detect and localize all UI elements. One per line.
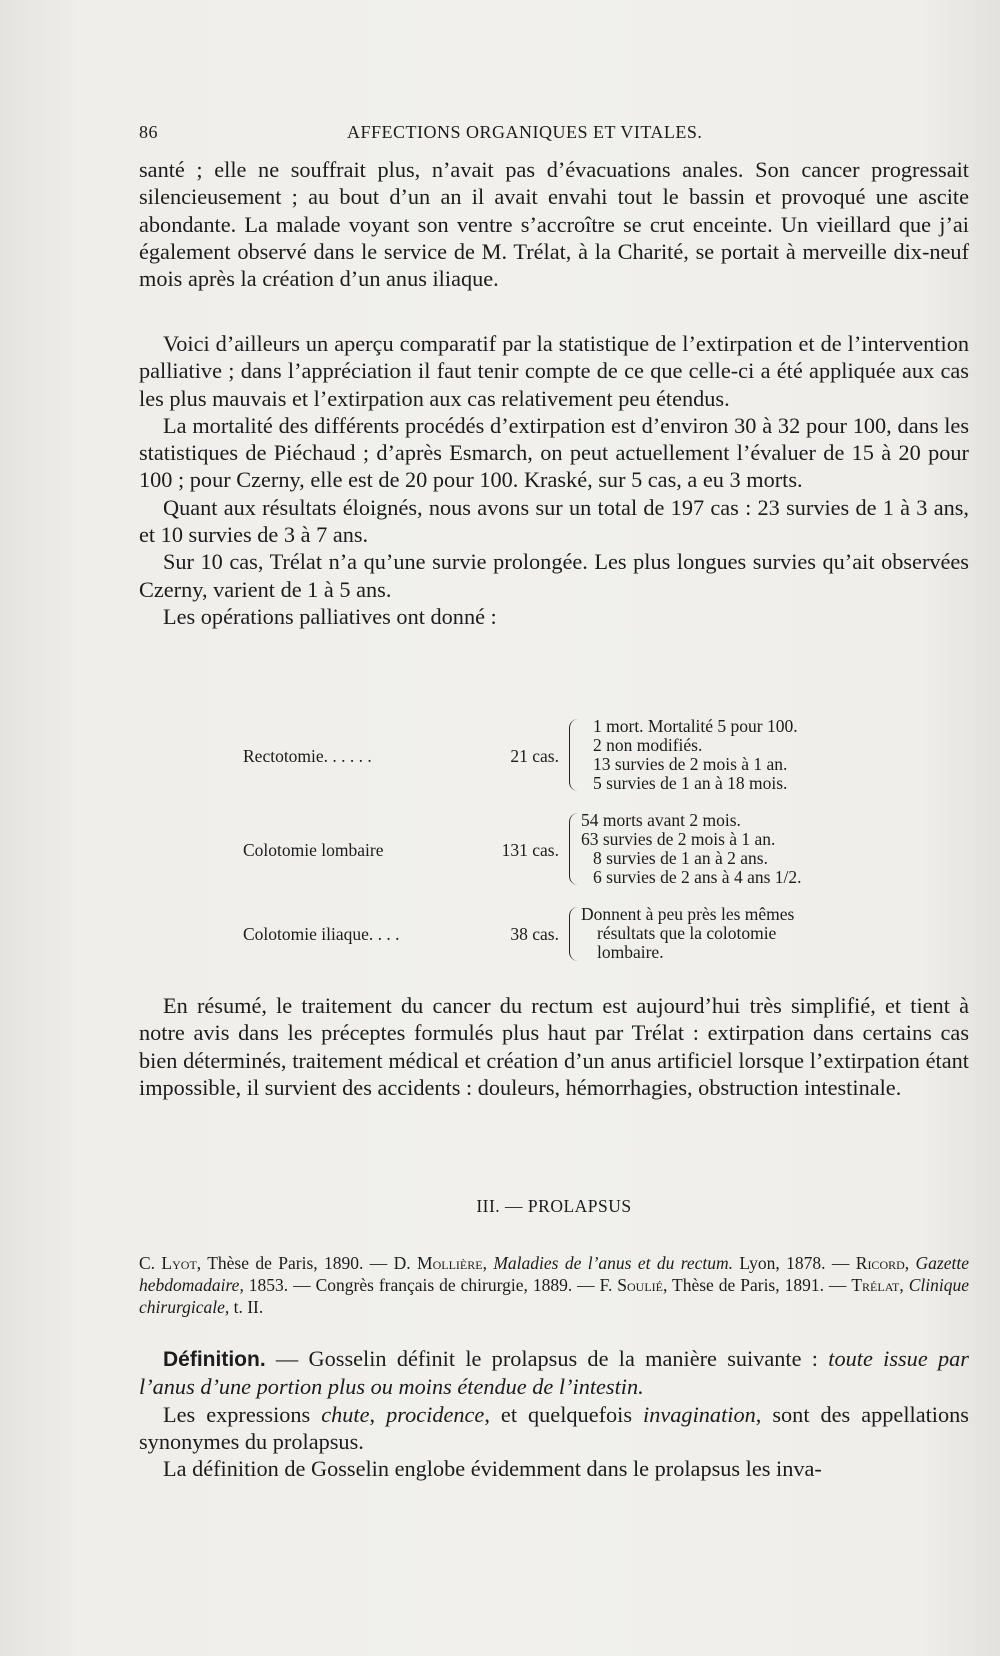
paragraph: La mortalité des différents procédés d’extirpation est d’environ 30 à 32 pour 100, dans les statistiques de Piéchaud ; d’après Esmarch, on peut actuellement l’évaluer de 15 à 20 pour 100 ; pour Czerny, elle est de 20 pour 100. Kraské, sur 5 cas, a eu 3 morts. — [139, 412, 969, 493]
bib-text: Lyon, 1878. — — [733, 1253, 856, 1273]
outcome-line: 13 survies de 2 mois à 1 an. — [593, 754, 788, 774]
section-title: III. — PROLAPSUS — [476, 1196, 632, 1216]
author: C. Lyot — [139, 1253, 197, 1273]
bib-text: , — [482, 1253, 494, 1273]
brace — [569, 719, 579, 791]
bib-text: , Thèse de Paris, 1890. — D. — [196, 1253, 418, 1273]
paragraph: En résumé, le traitement du cancer du rectum est aujourd’hui très simplifié, et tient à notre avis dans les préceptes formulés plus haut par Trélat : extirpation dans certains cas bien déterminés, traitement médical et création d’un anus artificiel lorsque l’extirpation étant impossible, il survient des accidents : douleurs, hémorrhagies, obstruction intestinale. — [139, 993, 969, 1100]
work-title: Gazette hebdomadaire, — [139, 1253, 969, 1295]
outcome-line: 1 mort. Mortalité 5 pour 100. — [593, 716, 798, 736]
outcome-line: 6 survies de 2 ans à 4 ans 1/2. — [593, 867, 802, 887]
paragraph: Voici d’ailleurs un aperçu comparatif par la statistique de l’extirpation et de l’intervention palliative ; dans l’appréciation il faut tenir compte de ce que celle-ci a été appliquée aux cas les plus mauvais et l’extirpation aux cas relativement peu étendus. — [139, 331, 969, 411]
author: Ricord — [855, 1253, 905, 1273]
outcome-line: Donnent à peu près les mêmes — [581, 904, 795, 924]
bib-text: t. II. — [229, 1297, 264, 1317]
outcome-line: 54 morts avant 2 mois. — [581, 810, 741, 830]
outcome-line: 8 survies de 1 an à 2 ans. — [593, 848, 768, 868]
bib-text: , — [904, 1253, 916, 1273]
case-count: 38 cas. — [510, 924, 559, 944]
text-block-summary — [139, 992, 969, 1101]
definition-quote: toute issue par l’anus d’une portion plus ou moins étendue de l’intestin. — [139, 1346, 969, 1400]
bib-text: , Thèse de Paris, 1891. — — [663, 1275, 852, 1295]
work-title: Maladies de l’anus et du rectum. — [493, 1253, 734, 1273]
term: procidence — [386, 1401, 485, 1427]
work-title: Clinique chirurgicale, — [139, 1275, 970, 1317]
running-title: AFFECTIONS ORGANIQUES ET VITALES. — [347, 122, 703, 142]
text-run: Les expressions — [163, 1401, 322, 1427]
outcome-list — [593, 717, 798, 793]
case-count: 131 cas. — [501, 840, 559, 860]
outcome-line: 2 non modifiés. — [593, 735, 703, 755]
outcome-line: lombaire. — [597, 942, 664, 962]
paragraph: La définition de Gosselin englobe évidemment dans le prolapsus les inva- — [163, 1456, 822, 1482]
author: Mollière — [417, 1253, 483, 1273]
text-run: , et quelquefois — [484, 1401, 644, 1427]
paragraph — [139, 1401, 969, 1456]
definition-text: — Gosselin définit le prolapsus de la manière suivante : — [265, 1346, 829, 1371]
text-block-statistics — [139, 330, 969, 630]
outcome-list — [581, 905, 794, 962]
outcome-line: 63 survies de 2 mois à 1 an. — [581, 829, 776, 849]
outcome-line: 5 survies de 1 an à 18 mois. — [593, 773, 788, 793]
outcome-list — [581, 811, 802, 887]
brace — [569, 813, 579, 885]
term: invagination — [643, 1401, 756, 1427]
operation-name: Rectotomie. . . . . . — [243, 746, 372, 766]
text-block-definition — [139, 1345, 969, 1482]
author: Soulié — [617, 1275, 664, 1295]
definition-heading: Définition. — [163, 1348, 266, 1371]
case-count: 21 cas. — [510, 746, 559, 766]
text-run: , sont des appellations synonymes du prolapsus. — [139, 1401, 969, 1454]
brace — [569, 907, 579, 961]
bib-text: 1853. — Congrès français de chirurgie, 1889. — F. — [243, 1275, 618, 1295]
text-run: , — [369, 1401, 387, 1427]
paragraph: Quant aux résultats éloignés, nous avons sur un total de 197 cas : 23 survies de 1 à 3 ans, et 10 survies de 3 à 7 ans. — [139, 494, 969, 548]
text-block-top — [139, 156, 969, 292]
definition-paragraph — [139, 1345, 969, 1401]
bib-text: , — [899, 1275, 909, 1295]
operation-name: Colotomie lombaire — [243, 840, 384, 860]
author: Trélat — [851, 1275, 900, 1295]
paragraph: santé ; elle ne souffrait plus, n’avait pas d’évacuations anales. Son cancer progressait silencieusement ; au bout d’un an il avait envahi tout le bassin et provoqué une ascite abondante. La malade voyant son ventre s’accroître se crut enceinte. Un vieillard que j’ai également observé dans le service de M. Trélat, à la Charité, se portait à merveille dix-neuf mois après la création d’un anus iliaque. — [139, 157, 969, 292]
outcome-line: résultats que la colotomie — [597, 923, 777, 943]
operation-name: Colotomie iliaque. . . . — [243, 924, 400, 944]
term: chute — [321, 1401, 370, 1427]
bibliography — [139, 1252, 969, 1318]
paragraph: Sur 10 cas, Trélat n’a qu’une survie prolongée. Les plus longues survies qu’ait observées Czerny, varient de 1 à 5 ans. — [139, 549, 969, 602]
paragraph: Les opérations palliatives ont donné : — [163, 603, 497, 629]
page-number: 86 — [139, 122, 158, 142]
